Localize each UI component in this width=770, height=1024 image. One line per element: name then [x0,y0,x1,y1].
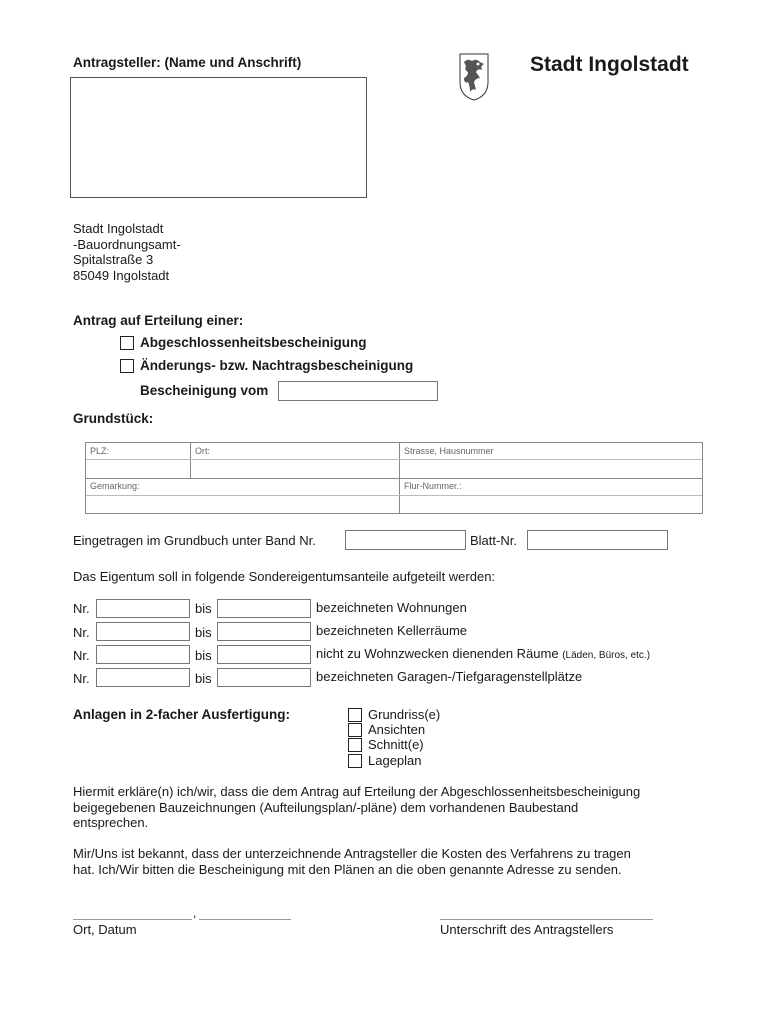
address-line: Stadt Ingolstadt [73,221,164,236]
band-number-input[interactable] [345,530,466,550]
nr-label: Nr. [73,648,90,663]
applicant-signature-line[interactable] [440,919,653,920]
blatt-number-input[interactable] [527,530,668,550]
recipient-address [73,221,181,283]
row3-from-input[interactable] [96,645,190,664]
signature-label: Unterschrift des Antragstellers [440,922,614,937]
nr-label: Nr. [73,625,90,640]
table-divider [86,495,702,496]
property-heading: Grundstück: [73,411,154,426]
division-text: Das Eigentum soll in folgende Sondereigentumsanteile aufgeteilt werden: [73,569,496,584]
row3-note: (Läden, Büros, etc.) [562,650,651,661]
attachment1-checkbox[interactable] [348,708,362,722]
ort-label: Ort: [195,446,210,456]
declaration-line: hat. Ich/Wir bitten die Bescheinigung mit den Plänen an die oben genannte Adresse zu senden. [73,861,622,877]
request-heading: Antrag auf Erteilung einer: [73,313,244,328]
declaration-line: Mir/Uns ist bekannt, dass der unterzeichnende Antragsteller die Kosten des Verfahrens zu tragen [73,846,631,861]
row1-label: bezeichneten Wohnungen [316,600,467,615]
attachment3-checkbox[interactable] [348,738,362,752]
declaration-line: Hiermit erkläre(n) ich/wir, dass die dem Antrag auf Erteilung der Abgeschlossenheitsbescheinigung [73,784,641,799]
option1-checkbox[interactable] [120,336,134,350]
blatt-label: Blatt-Nr. [470,533,517,548]
date-signature-line[interactable] [199,919,291,920]
row4-to-input[interactable] [217,668,311,687]
row3-label [316,646,650,661]
table-divider [190,443,191,478]
nr-label: Nr. [73,601,90,616]
attachments-heading: Anlagen in 2-facher Ausfertigung: [73,707,291,722]
plz-label: PLZ: [90,446,110,456]
certificate-date-label: Bescheinigung vom [140,383,269,398]
nr-label: Nr. [73,671,90,686]
comma-separator: , [193,906,197,920]
bis-label: bis [195,625,212,640]
address-line: 85049 Ingolstadt [73,267,170,283]
applicant-heading: Antragsteller: (Name und Anschrift) [73,55,302,70]
flur-label: Flur-Nummer.: [404,481,462,491]
attachment1-label: Grundriss(e) [368,707,441,722]
row2-to-input[interactable] [217,622,311,641]
declaration-paragraph-1 [73,784,640,831]
row2-from-input[interactable] [96,622,190,641]
attachment4-label: Lageplan [368,753,422,768]
city-title: Stadt Ingolstadt [530,53,689,76]
row1-to-input[interactable] [217,599,311,618]
property-table [85,442,703,514]
row4-label: bezeichneten Garagen-/Tiefgaragenstellplätze [316,669,583,684]
bis-label: bis [195,648,212,663]
address-line: Spitalstraße 3 [73,252,154,267]
table-divider [86,459,702,460]
city-coat-of-arms-icon [458,52,490,102]
declaration-paragraph-2 [73,846,631,877]
street-label: Strasse, Hausnummer [404,446,494,456]
place-date-label: Ort, Datum [73,922,137,937]
attachment2-checkbox[interactable] [348,723,362,737]
attachment4-checkbox[interactable] [348,754,362,768]
bis-label: bis [195,671,212,686]
attachment3-label: Schnitt(e) [368,737,424,752]
bis-label: bis [195,601,212,616]
place-signature-line[interactable] [73,919,192,920]
attachment2-label: Ansichten [368,722,426,737]
option2-checkbox[interactable] [120,359,134,373]
option1-label: Abgeschlossenheitsbescheinigung [140,335,367,350]
gemarkung-label: Gemarkung: [90,481,140,491]
row3-text: nicht zu Wohnzwecken dienenden Räume [316,646,559,661]
row1-from-input[interactable] [96,599,190,618]
row3-to-input[interactable] [217,645,311,664]
option2-label: Änderungs- bzw. Nachtragsbescheinigung [140,358,414,373]
table-divider [86,478,702,479]
applicant-address-field[interactable] [70,77,367,198]
address-line: -Bauordnungsamt- [73,236,181,252]
row2-label: bezeichneten Kellerräume [316,623,468,638]
declaration-line: beigegebenen Bauzeichnungen (Aufteilungsplan/-pläne) dem vorhandenen Baubestand [73,799,579,815]
declaration-line: entsprechen. [73,815,149,830]
table-divider [399,443,400,514]
register-text: Eingetragen im Grundbuch unter Band Nr. [73,533,316,548]
certificate-date-input[interactable] [278,381,438,401]
row4-from-input[interactable] [96,668,190,687]
